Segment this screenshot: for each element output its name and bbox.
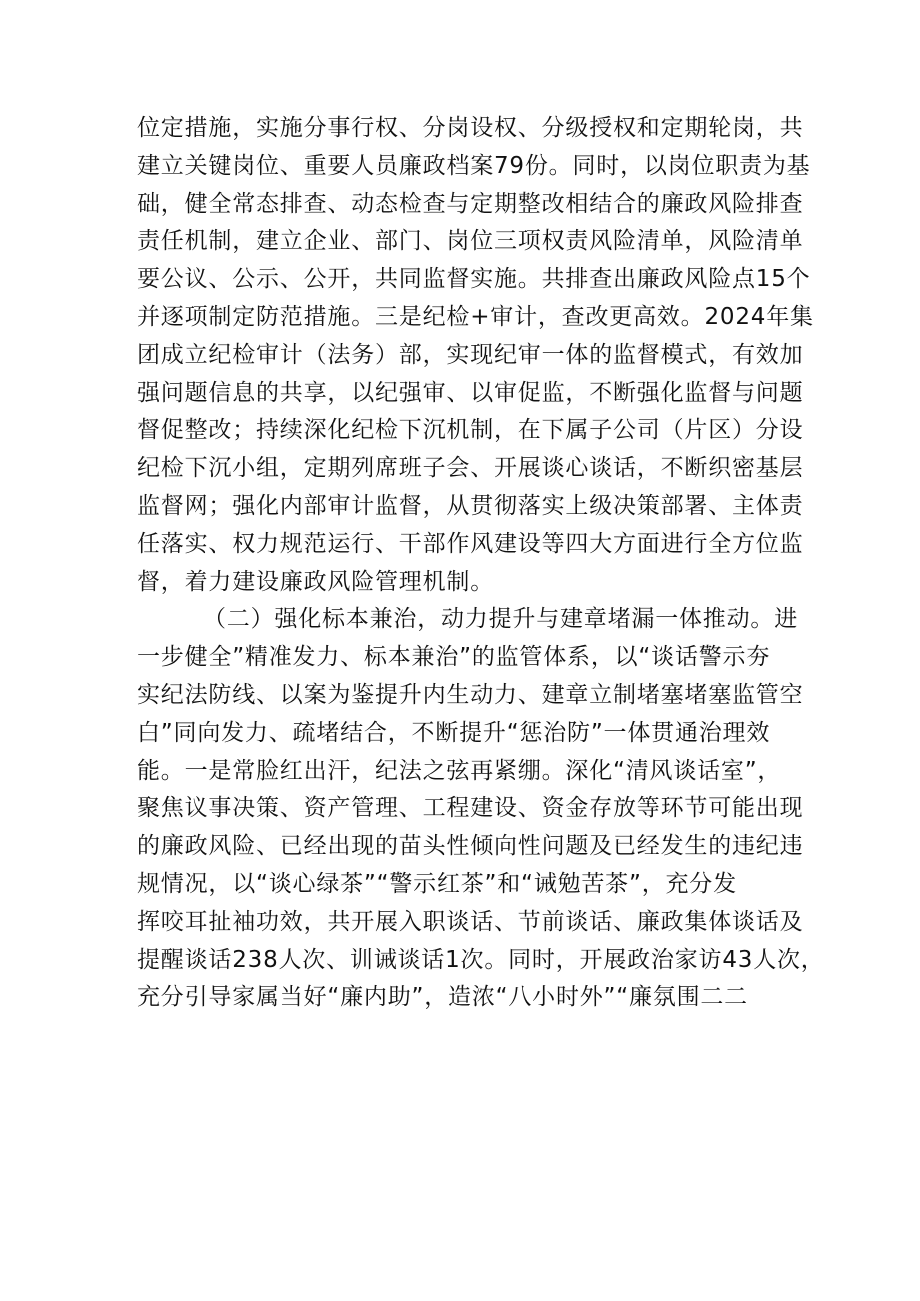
text-line: 的廉政风险、已经出现的苗头性倾向性问题及已经发生的违纪违 [137, 833, 804, 860]
text-line: 实纪法防线、以案为鉴提升内生动力、建章立制堵塞堵塞监管空 [137, 681, 804, 708]
section-heading-line: （二）强化标本兼治，动力提升与建章堵漏一体推动。进 [203, 606, 798, 633]
text-line: 强问题信息的共享，以纪强审、以审促监，不断强化监督与问题 [137, 379, 804, 406]
text-line: 一步健全”精准发力、标本兼治”的监管体系，以“谈话警示夯 [137, 644, 771, 671]
text-line: 并逐项制定防范措施。三是纪检+审计，查改更高效。2024年集 [137, 303, 814, 330]
text-line: 位定措施，实施分事行权、分岗设权、分级授权和定期轮岗，共 [137, 115, 804, 141]
text-line: 础，健全常态排查、动态检查与定期整改相结合的廉政风险排查 [137, 190, 804, 217]
text-line: 充分引导家属当好“廉内助”，造浓“八小时外”“廉氛围二二 [137, 984, 748, 1011]
text-line: 要公议、公示、公开，共同监督实施。共排查出廉政风险点15个 [137, 266, 811, 293]
text-line: 建立关键岗位、重要人员廉政档案79份。同时，以岗位职责为基 [137, 152, 811, 179]
text-line: 督促整改；持续深化纪检下沉机制，在下属子公司（片区）分设 [137, 417, 804, 444]
text-line: 提醒谈话238人次、训诫谈话1次。同时，开展政治家访43人次， [137, 946, 825, 973]
text-line: 团成立纪检审计（法务）部，实现纪审一体的监督模式，有效加 [137, 341, 804, 368]
text-line: 规情况，以“谈心绿茶”“警示红茶”和“诫勉苦茶”，充分发 [137, 870, 737, 897]
text-line: 任落实、权力规范运行、干部作风建设等四大方面进行全方位监 [137, 530, 804, 557]
text-line: 监督网；强化内部审计监督，从贯彻落实上级决策部署、主体责 [137, 492, 804, 519]
text-line: 白”同向发力、疏堵结合，不断提升“惩治防”一体贯通治理效 [137, 719, 771, 746]
text-line: 能。一是常脸红出汗，纪法之弦再紧绷。深化“清风谈话室”， [137, 757, 782, 784]
text-line: 挥咬耳扯袖功效，共开展入职谈话、节前谈话、廉政集体谈话及 [137, 908, 804, 935]
text-line: 责任机制，建立企业、部门、岗位三项权责风险清单，风险清单 [137, 228, 804, 255]
text-line: 督，着力建设廉政风险管理机制。 [137, 568, 494, 595]
text-line: 聚焦议事决策、资产管理、工程建设、资金存放等环节可能出现 [137, 795, 804, 822]
body-text [137, 110, 825, 1017]
text-line: 纪检下沉小组，定期列席班子会、开展谈心谈话，不断织密基层 [137, 455, 804, 482]
